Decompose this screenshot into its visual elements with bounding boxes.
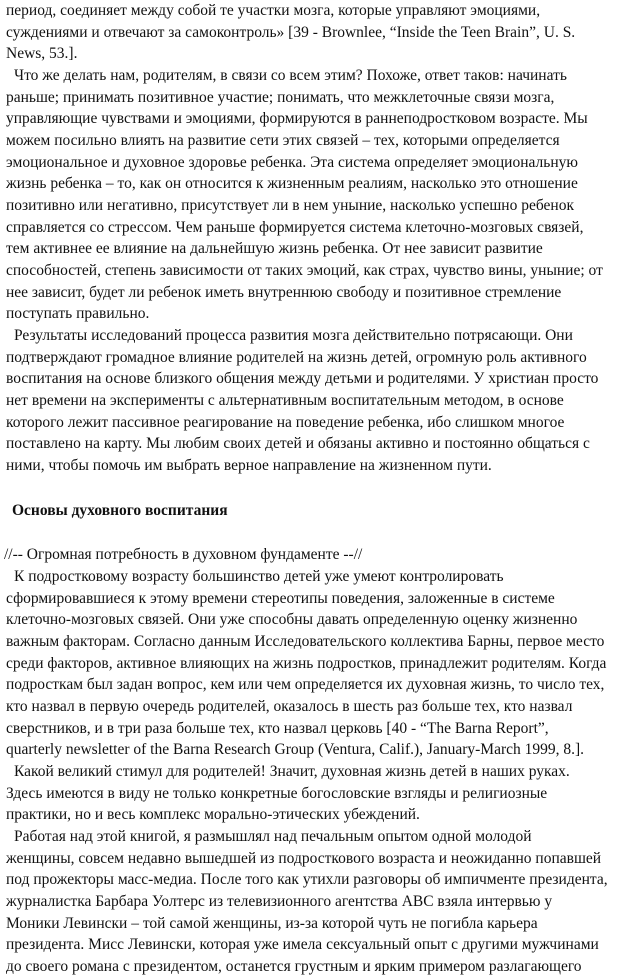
text-line: важным факторам. Согласно данным Исследовательского коллектива Барны, первое место bbox=[6, 633, 605, 650]
text-line: поступать правильно. bbox=[6, 305, 150, 322]
text-line: нет времени на эксперименты с альтернативным воспитательным методом, в основе bbox=[6, 392, 564, 409]
text-line: Что же делать нам, родителям, в связи со всем этим? Похоже, ответ таков: начинать bbox=[14, 67, 567, 84]
text-line: подросткам был задан вопрос, кем или чем определяется их духовная жизнь, то число тех, bbox=[6, 676, 605, 693]
text-line: под прожекторы масс-медиа. После того как утихли разговоры об импичменте президента, bbox=[6, 871, 608, 888]
text-line: Моники Левински – той самой женщины, из-за которой чуть не погибла карьера bbox=[6, 915, 538, 932]
text-line: президента. Мисс Левински, которая уже имела сексуальный опыт с другими мужчинами bbox=[6, 936, 599, 953]
text-line: которого лежит пассивное реагирование на поведение ребенка, ибо слишком многое bbox=[6, 414, 565, 431]
text-line: практики, но и весь комплекс морально-этических убеждений. bbox=[6, 806, 420, 823]
text-line: воспитания на основе близкого общения между детьми и родителями. У христиан просто bbox=[6, 370, 599, 387]
text-line: К подростковому возрасту большинство детей уже умеют контролировать bbox=[14, 568, 504, 585]
text-line: кто назвал в первую очередь родителей, оказалось в шесть раз больше тех, кто назвал bbox=[6, 698, 573, 715]
text-line: способностей, степень зависимости от таких эмоций, как страх, чувство вины, уныние; от bbox=[6, 262, 603, 279]
text-line: управляющие чувствами и эмоциями, формируются в раннеподростковом возрасте. Мы bbox=[6, 110, 588, 127]
text-line: эмоциональное и духовное здоровье ребенка. Эта система определяет эмоциональную bbox=[6, 154, 578, 171]
section-heading: Основы духовного воспитания bbox=[12, 502, 228, 519]
text-line: можем посильно влиять на развитие сети этих связей – тех, которыми определяется bbox=[6, 132, 560, 149]
text-line: тем активнее ее влияние на дальнейшую жизнь ребенка. От нее зависит развитие bbox=[6, 240, 543, 257]
text-line: раньше; принимать позитивное участие; понимать, что межклеточные связи мозга, bbox=[6, 89, 555, 106]
text-line: Какой великий стимул для родителей! Значит, духовная жизнь детей в наших руках. bbox=[14, 763, 570, 780]
text-line: суждениями и отвечают за самоконтроль» [39 - Brownlee, “Inside the Teen Brain”, U. S. bbox=[6, 24, 576, 41]
text-line: сверстников, и в три раза больше тех, кто назвал церковь [40 - “The Barna Report”, bbox=[6, 720, 549, 737]
text-line: ними, чтобы помочь им выбрать верное направление на жизненном пути. bbox=[6, 457, 492, 474]
subsection-marker: //-- Огромная потребность в духовном фундаменте --// bbox=[4, 546, 363, 563]
text-line: период, соединяет между собой те участки мозга, которые управляют эмоциями, bbox=[6, 2, 541, 19]
text-line: Работая над этой книгой, я размышлял над печальным опытом одной молодой bbox=[14, 828, 532, 845]
text-line: справляется со стрессом. Чем раньше формируется система клеточно-мозговых связей, bbox=[6, 219, 584, 236]
text-line: позитивно или негативно, присутствует ли в нем уныние, насколько успешно ребенок bbox=[6, 197, 574, 214]
text-line: нее зависит, будет ли ребенок иметь внутреннюю свободу и позитивное стремление bbox=[6, 284, 562, 301]
text-line: до своего романа с президентом, останется грустным и ярким примером разлагающего bbox=[6, 958, 582, 975]
text-line: подтверждают громадное влияние родителей на жизнь детей, огромную роль активного bbox=[6, 349, 587, 366]
text-line: Здесь имеются в виду не только конкретные богословские взгляды и религиозные bbox=[6, 785, 548, 802]
text-line: quarterly newsletter of the Barna Research Group (Ventura, Calif.), January-March 1999, 8.]. bbox=[6, 741, 585, 758]
text-line: жизнь ребенка – то, как он относится к жизненным реалиям, насколько это отношение bbox=[6, 175, 578, 192]
text-line: клеточно-мозговых связей. Они уже способны давать определенную оценку жизненно bbox=[6, 611, 578, 628]
text-line: среди факторов, активное влияющих на жизнь подростков, принадлежит родителям. Когда bbox=[6, 655, 607, 672]
text-line: Результаты исследований процесса развития мозга действительно потрясающи. Они bbox=[14, 327, 573, 344]
text-line: женщины, совсем недавно вышедшей из подросткового возраста и неожиданно попавшей bbox=[6, 850, 602, 867]
text-line: News, 53.]. bbox=[6, 45, 78, 62]
text-line: журналистка Барбара Уолтерс из телевизионного агентства ABC взяла интервью у bbox=[6, 893, 553, 910]
text-line: сформировавшиеся к этому времени стереотипы поведения, заложенные в системе bbox=[6, 590, 555, 607]
text-line: поставлено на карту. Мы любим своих детей и обязаны активно и постоянно общаться с bbox=[6, 435, 590, 452]
